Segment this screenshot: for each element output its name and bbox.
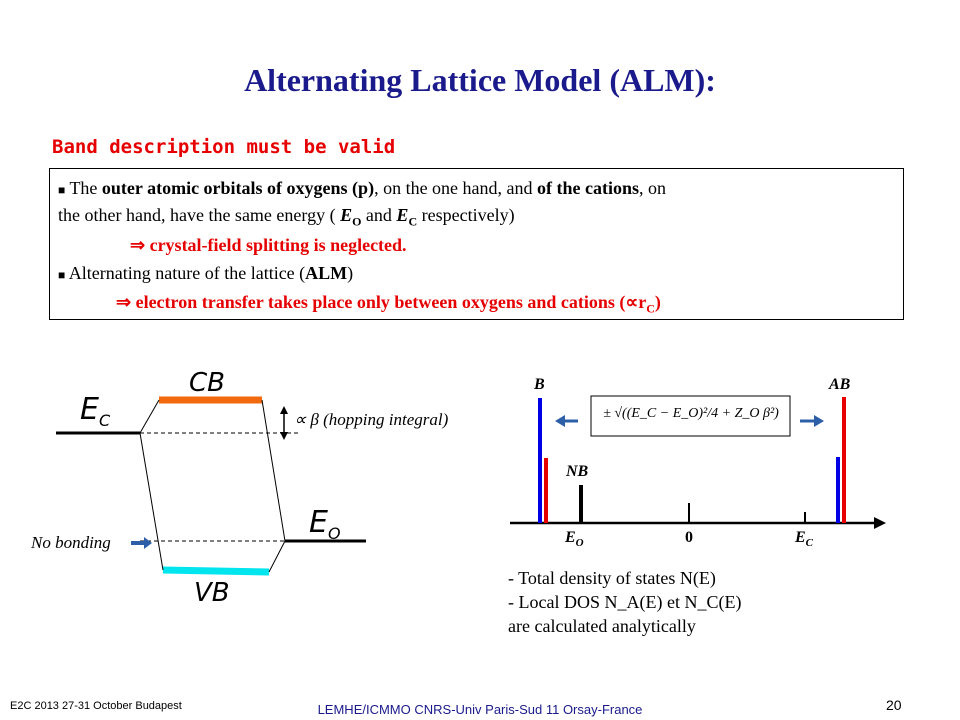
footer-affiliation: LEMHE/ICMMO CNRS-Univ Paris-Sud 11 Orsay-France xyxy=(317,702,643,717)
note-line: are calculated analytically xyxy=(508,616,696,636)
ec-label xyxy=(80,392,110,430)
text: , on the one hand, and xyxy=(374,178,538,198)
connector xyxy=(269,541,285,572)
dos-notes xyxy=(508,566,741,638)
text: The xyxy=(69,178,102,198)
zero-label: 0 xyxy=(685,529,693,546)
connector xyxy=(262,400,285,541)
ec-sub: C xyxy=(408,214,418,229)
note-line: - Total density of states N(E) xyxy=(508,568,716,588)
rc-sub: C xyxy=(646,301,655,316)
box-line-3: ⇒ crystal-field splitting is neglected. xyxy=(130,235,407,255)
note-line: - Local DOS N_A(E) et N_C(E) xyxy=(508,592,742,612)
formula: ± √((E_C − E_O)²/4 + Z_O β²) xyxy=(603,406,779,421)
text: E xyxy=(565,529,576,546)
sub: O xyxy=(327,524,341,543)
slide-subtitle: Band description must be valid xyxy=(52,136,396,158)
sub: C xyxy=(98,411,111,430)
text: of the cations xyxy=(537,178,640,198)
footer-conference: E2C 2013 27-31 October Budapest xyxy=(10,700,182,712)
text: respectively) xyxy=(417,205,515,225)
ec-axis-label xyxy=(795,529,813,549)
text: ALM xyxy=(305,263,348,283)
text: ) xyxy=(347,263,354,283)
text: E xyxy=(80,392,99,427)
sub: C xyxy=(805,537,814,550)
text: the other hand, have the same energy ( xyxy=(58,205,341,225)
ab-label: AB xyxy=(829,376,851,393)
eo-label xyxy=(309,505,341,543)
eo-axis-label xyxy=(565,529,584,549)
text: Alternating nature of the lattice ( xyxy=(68,263,306,283)
arrow-head xyxy=(280,432,288,440)
arrow-head xyxy=(144,537,152,549)
bullet-icon: ■ xyxy=(58,183,66,197)
eo-symbol: E xyxy=(340,205,353,225)
text: E xyxy=(309,505,328,540)
text: ) xyxy=(654,292,661,312)
slide-title: Alternating Lattice Model (ALM): xyxy=(244,62,716,98)
bullet-icon: ■ xyxy=(58,268,66,282)
text: E xyxy=(795,529,806,546)
arrow-head xyxy=(280,406,288,414)
arrow-head xyxy=(814,415,824,427)
connector xyxy=(140,433,163,570)
nb-label: NB xyxy=(566,463,589,480)
page-number: 20 xyxy=(886,697,902,713)
text: , on xyxy=(639,178,667,198)
ec-symbol: E xyxy=(396,205,409,225)
no-bonding-label: No bonding xyxy=(31,533,111,552)
eo-sub: O xyxy=(352,214,362,229)
connector xyxy=(140,400,159,433)
sub: O xyxy=(575,537,584,550)
vb-band xyxy=(163,570,269,572)
b-label: B xyxy=(534,376,545,393)
cb-label: CB xyxy=(189,368,225,398)
text: ⇒ electron transfer takes place only between oxygens and cations (∝r xyxy=(116,292,647,312)
hopping-label: ∝ β (hopping integral) xyxy=(294,410,449,429)
text: outer atomic orbitals of oxygens (p) xyxy=(101,178,375,198)
text: and xyxy=(361,205,397,225)
vb-label: VB xyxy=(194,578,230,608)
axis-arrow xyxy=(874,517,886,529)
arrow-head xyxy=(555,415,565,427)
